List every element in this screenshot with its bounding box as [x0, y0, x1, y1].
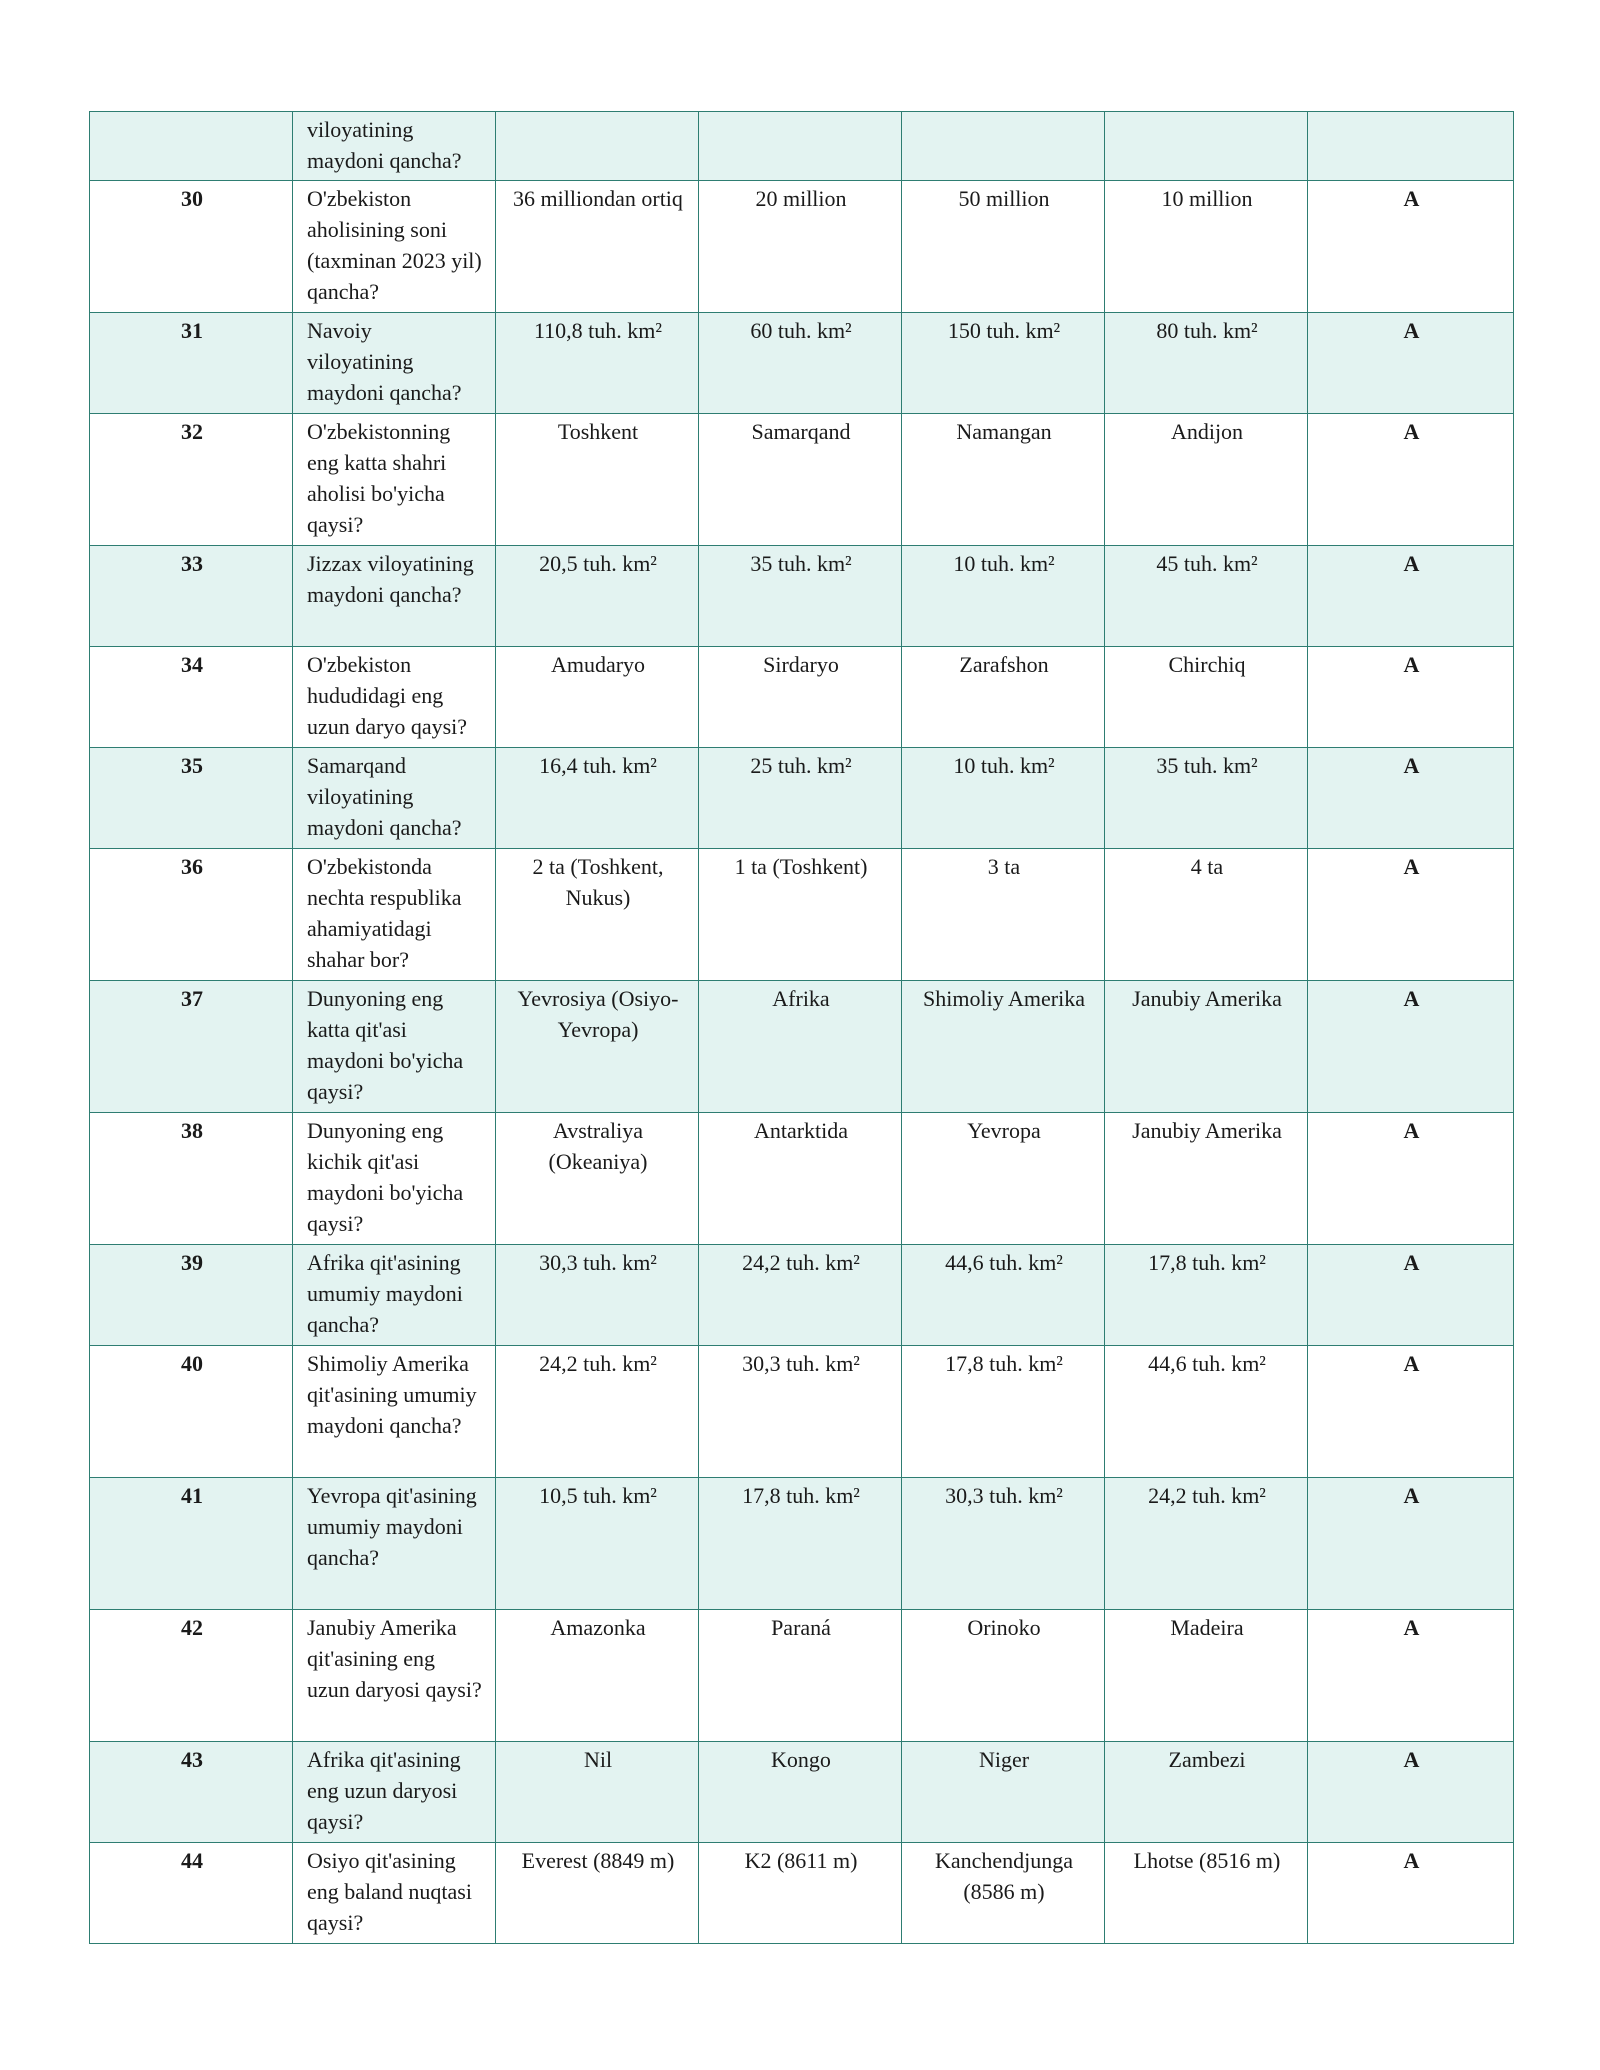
answer-cell: A: [1308, 748, 1514, 849]
option-a-cell: Toshkent: [496, 414, 699, 546]
option-a-cell: 10,5 tuh. km²: [496, 1478, 699, 1610]
option-b-cell: Antarktida: [699, 1113, 902, 1245]
option-c-cell: 30,3 tuh. km²: [902, 1478, 1105, 1610]
option-d-cell: 45 tuh. km²: [1105, 546, 1308, 647]
option-a-cell: 110,8 tuh. km²: [496, 313, 699, 414]
option-c-cell: 150 tuh. km²: [902, 313, 1105, 414]
table-row: [90, 1245, 1514, 1346]
option-d-cell: 44,6 tuh. km²: [1105, 1346, 1308, 1478]
option-c-cell: Zarafshon: [902, 647, 1105, 748]
question-cell: viloyatining maydoni qancha?: [293, 112, 496, 181]
option-d-cell: Andijon: [1105, 414, 1308, 546]
answer-cell: A: [1308, 1742, 1514, 1843]
option-b-cell: 20 million: [699, 181, 902, 313]
option-d-cell: 80 tuh. km²: [1105, 313, 1308, 414]
answer-cell: A: [1308, 181, 1514, 313]
answer-cell: A: [1308, 546, 1514, 647]
answer-cell: A: [1308, 647, 1514, 748]
option-c-cell: 50 million: [902, 181, 1105, 313]
option-b-cell: [699, 112, 902, 181]
quiz-table: [89, 111, 1514, 1944]
option-d-cell: 24,2 tuh. km²: [1105, 1478, 1308, 1610]
option-d-cell: 35 tuh. km²: [1105, 748, 1308, 849]
answer-cell: A: [1308, 1113, 1514, 1245]
option-d-cell: Janubiy Amerika: [1105, 1113, 1308, 1245]
question-number-cell: 30: [90, 181, 293, 313]
answer-cell: A: [1308, 1843, 1514, 1944]
option-c-cell: Shimoliy Amerika: [902, 981, 1105, 1113]
question-cell: Yevropa qit'asining umumiy maydoni qancha?: [293, 1478, 496, 1610]
question-number-cell: 37: [90, 981, 293, 1113]
option-a-cell: 20,5 tuh. km²: [496, 546, 699, 647]
option-a-cell: Amazonka: [496, 1610, 699, 1742]
question-cell: Afrika qit'asining umumiy maydoni qancha?: [293, 1245, 496, 1346]
option-b-cell: 1 ta (Toshkent): [699, 849, 902, 981]
option-b-cell: K2 (8611 m): [699, 1843, 902, 1944]
option-b-cell: 30,3 tuh. km²: [699, 1346, 902, 1478]
question-number-cell: 33: [90, 546, 293, 647]
question-number-cell: 42: [90, 1610, 293, 1742]
table-row: [90, 1742, 1514, 1843]
question-cell: O'zbekiston aholisining soni (taxminan 2023 yil) qancha?: [293, 181, 496, 313]
table-row: [90, 181, 1514, 313]
option-c-cell: 10 tuh. km²: [902, 546, 1105, 647]
option-c-cell: 10 tuh. km²: [902, 748, 1105, 849]
table-row: [90, 849, 1514, 981]
question-number-cell: 40: [90, 1346, 293, 1478]
option-a-cell: 36 milliondan ortiq: [496, 181, 699, 313]
option-b-cell: Sirdaryo: [699, 647, 902, 748]
question-cell: Samarqand viloyatining maydoni qancha?: [293, 748, 496, 849]
option-a-cell: Avstraliya (Okeaniya): [496, 1113, 699, 1245]
option-b-cell: 24,2 tuh. km²: [699, 1245, 902, 1346]
option-c-cell: Namangan: [902, 414, 1105, 546]
question-number-cell: 41: [90, 1478, 293, 1610]
question-cell: Afrika qit'asining eng uzun daryosi qaysi?: [293, 1742, 496, 1843]
option-d-cell: Lhotse (8516 m): [1105, 1843, 1308, 1944]
question-cell: Dunyoning eng kichik qit'asi maydoni bo'yicha qaysi?: [293, 1113, 496, 1245]
option-d-cell: Chirchiq: [1105, 647, 1308, 748]
table-row: [90, 1610, 1514, 1742]
question-cell: Shimoliy Amerika qit'asining umumiy maydoni qancha?: [293, 1346, 496, 1478]
option-b-cell: 60 tuh. km²: [699, 313, 902, 414]
question-number-cell: 39: [90, 1245, 293, 1346]
answer-cell: A: [1308, 1478, 1514, 1610]
question-number-cell: 31: [90, 313, 293, 414]
table-row: [90, 647, 1514, 748]
table-row: [90, 546, 1514, 647]
table-row: [90, 313, 1514, 414]
option-b-cell: Kongo: [699, 1742, 902, 1843]
option-b-cell: 35 tuh. km²: [699, 546, 902, 647]
option-a-cell: 30,3 tuh. km²: [496, 1245, 699, 1346]
question-number-cell: 32: [90, 414, 293, 546]
option-a-cell: 16,4 tuh. km²: [496, 748, 699, 849]
table-row-continued: [90, 112, 1514, 181]
option-a-cell: [496, 112, 699, 181]
answer-cell: A: [1308, 981, 1514, 1113]
option-b-cell: Afrika: [699, 981, 902, 1113]
question-cell: O'zbekistonda nechta respublika ahamiyatidagi shahar bor?: [293, 849, 496, 981]
option-c-cell: Niger: [902, 1742, 1105, 1843]
option-a-cell: 2 ta (Toshkent, Nukus): [496, 849, 699, 981]
question-cell: Jizzax viloyatining maydoni qancha?: [293, 546, 496, 647]
option-c-cell: 17,8 tuh. km²: [902, 1346, 1105, 1478]
question-cell: O'zbekiston hududidagi eng uzun daryo qaysi?: [293, 647, 496, 748]
option-d-cell: 4 ta: [1105, 849, 1308, 981]
option-b-cell: Samarqand: [699, 414, 902, 546]
table-row: [90, 1478, 1514, 1610]
option-c-cell: [902, 112, 1105, 181]
option-a-cell: 24,2 tuh. km²: [496, 1346, 699, 1478]
quiz-table-body: [90, 112, 1514, 1944]
question-number-cell: 36: [90, 849, 293, 981]
table-row: [90, 1843, 1514, 1944]
option-b-cell: Paraná: [699, 1610, 902, 1742]
table-row: [90, 414, 1514, 546]
question-number-cell: 34: [90, 647, 293, 748]
table-row: [90, 1346, 1514, 1478]
question-number-cell: 44: [90, 1843, 293, 1944]
option-b-cell: 25 tuh. km²: [699, 748, 902, 849]
answer-cell: [1308, 112, 1514, 181]
option-a-cell: Yevrosiya (Osiyo-Yevropa): [496, 981, 699, 1113]
document-page: [89, 111, 1513, 1944]
question-cell: Dunyoning eng katta qit'asi maydoni bo'yicha qaysi?: [293, 981, 496, 1113]
option-b-cell: 17,8 tuh. km²: [699, 1478, 902, 1610]
option-d-cell: Madeira: [1105, 1610, 1308, 1742]
option-c-cell: 44,6 tuh. km²: [902, 1245, 1105, 1346]
question-cell: Osiyo qit'asining eng baland nuqtasi qaysi?: [293, 1843, 496, 1944]
answer-cell: A: [1308, 1610, 1514, 1742]
option-d-cell: Zambezi: [1105, 1742, 1308, 1843]
answer-cell: A: [1308, 849, 1514, 981]
answer-cell: A: [1308, 1245, 1514, 1346]
table-row: [90, 1113, 1514, 1245]
question-cell: Navoiy viloyatining maydoni qancha?: [293, 313, 496, 414]
table-row: [90, 748, 1514, 849]
option-d-cell: [1105, 112, 1308, 181]
option-d-cell: 17,8 tuh. km²: [1105, 1245, 1308, 1346]
table-row: [90, 981, 1514, 1113]
answer-cell: A: [1308, 414, 1514, 546]
option-c-cell: Kanchendjunga (8586 m): [902, 1843, 1105, 1944]
question-cell: O'zbekistonning eng katta shahri aholisi bo'yicha qaysi?: [293, 414, 496, 546]
question-number-cell: 35: [90, 748, 293, 849]
question-number-cell: 43: [90, 1742, 293, 1843]
question-number-cell: 38: [90, 1113, 293, 1245]
question-number-cell: [90, 112, 293, 181]
option-d-cell: Janubiy Amerika: [1105, 981, 1308, 1113]
option-a-cell: Everest (8849 m): [496, 1843, 699, 1944]
option-c-cell: Yevropa: [902, 1113, 1105, 1245]
option-a-cell: Nil: [496, 1742, 699, 1843]
option-d-cell: 10 million: [1105, 181, 1308, 313]
option-c-cell: Orinoko: [902, 1610, 1105, 1742]
answer-cell: A: [1308, 313, 1514, 414]
answer-cell: A: [1308, 1346, 1514, 1478]
option-a-cell: Amudaryo: [496, 647, 699, 748]
option-c-cell: 3 ta: [902, 849, 1105, 981]
question-cell: Janubiy Amerika qit'asining eng uzun daryosi qaysi?: [293, 1610, 496, 1742]
